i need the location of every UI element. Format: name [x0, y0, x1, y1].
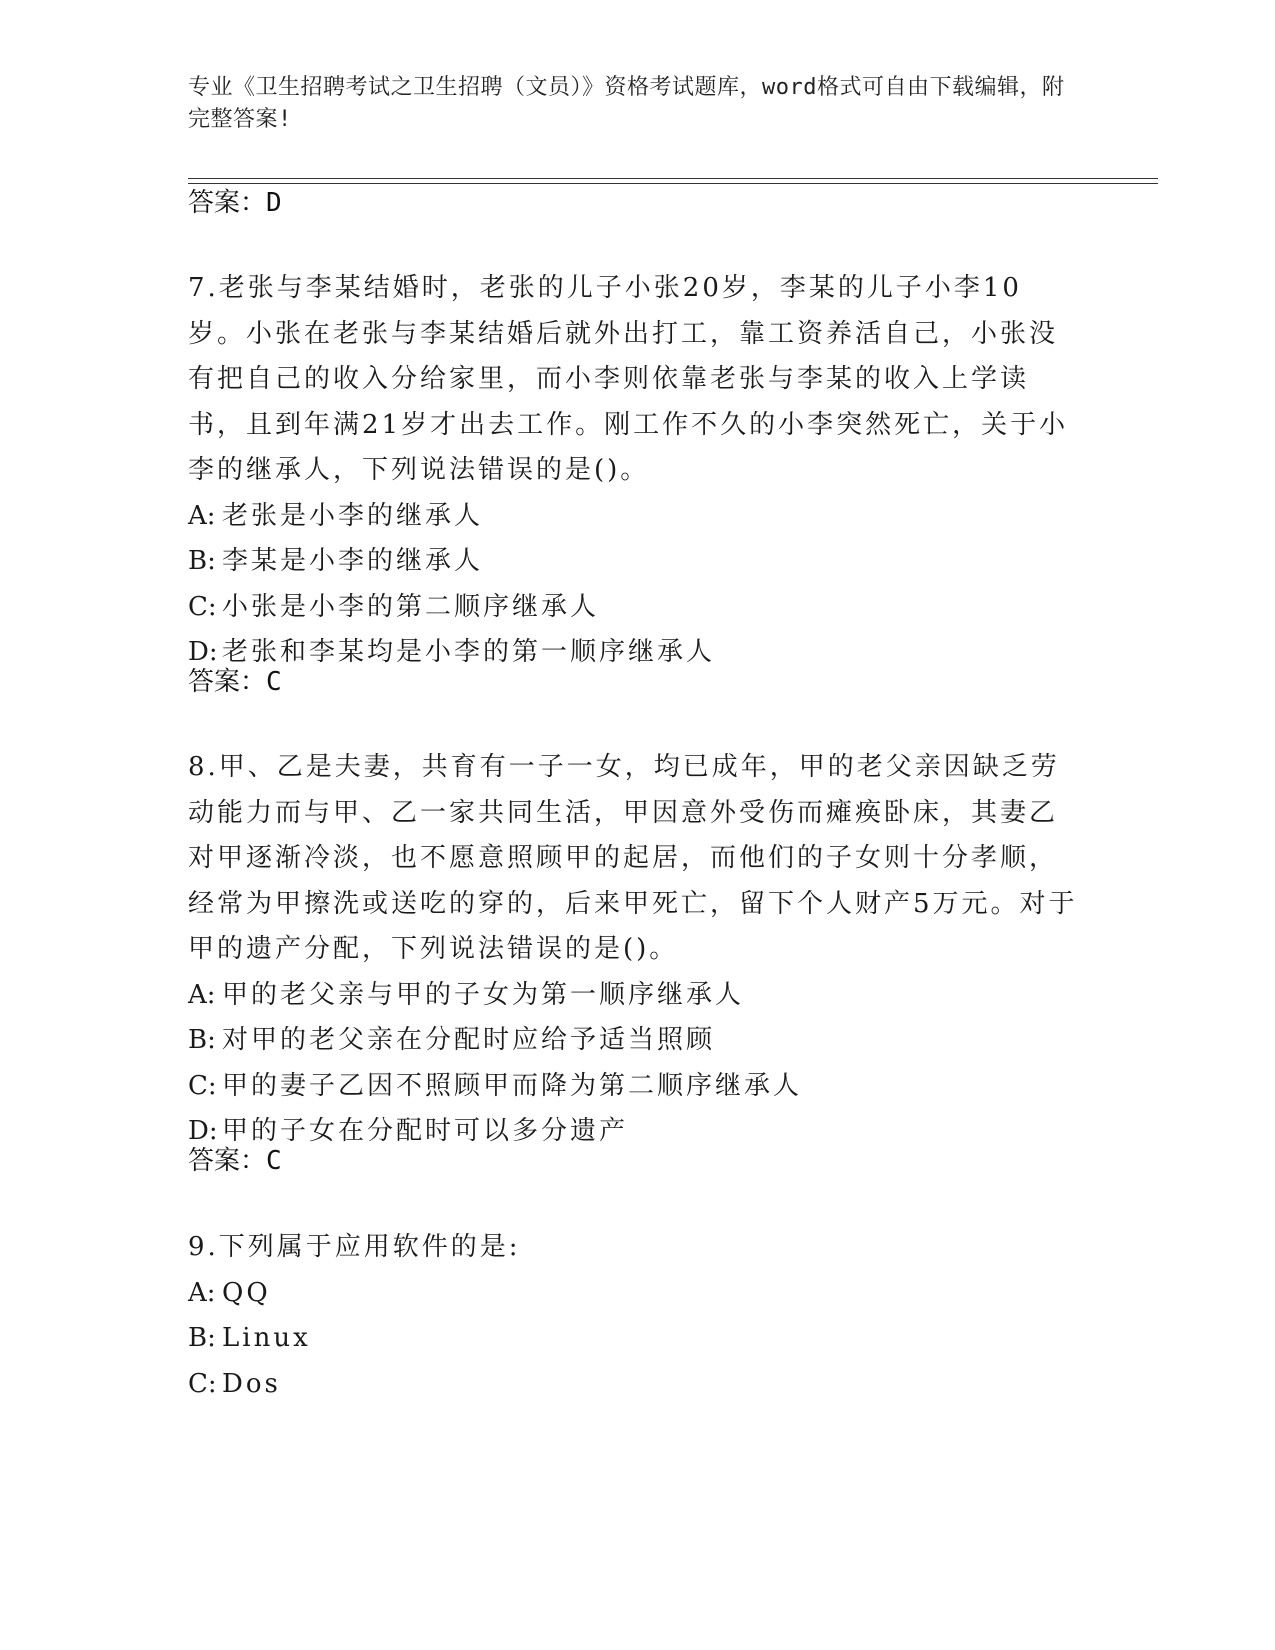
- option-text: 对甲的老父亲在分配时应给予适当照顾: [222, 1025, 716, 1055]
- option-key: B:: [188, 546, 216, 576]
- option-text: 甲的妻子乙因不照顾甲而降为第二顺序继承人: [222, 1070, 803, 1101]
- option-text: 小张是小李的第二顺序继承人: [222, 591, 600, 622]
- option-text: QQ: [222, 1277, 271, 1308]
- option-text: 老张和李某均是小李的第一顺序继承人: [222, 637, 716, 667]
- option-text: 甲的子女在分配时可以多分遗产: [222, 1116, 629, 1146]
- header-rule-bottom: [188, 183, 1158, 184]
- option-b: [188, 539, 1078, 585]
- option-key: C:: [188, 591, 217, 622]
- option-key: A:: [188, 1277, 216, 1308]
- option-text: 老张是小李的继承人: [222, 500, 484, 531]
- question-stem: 8.甲、乙是夫妻，共育有一子一女，均已成年，甲的老父亲因缺乏劳动能力而与甲、乙一家共同生活，甲因意外受伤而瘫痪卧床，其妻乙对甲逐渐冷淡，也不愿意照顾甲的起居，而他们的子女则十分孝顺，经常为甲擦洗或送吃的穿的，后来甲死亡，留下个人财产5万元。对于甲的遗产分配，下列说法错误的是()。: [188, 752, 1078, 964]
- option-text: 甲的老父亲与甲的子女为第一顺序继承人: [222, 979, 745, 1010]
- option-c: [188, 1064, 1078, 1110]
- option-key: C:: [188, 1070, 217, 1101]
- option-key: B:: [188, 1025, 216, 1055]
- document-header: 专业《卫生招聘考试之卫生招聘（文员）》资格考试题库，word格式可自由下载编辑，附完整答案!: [188, 75, 1065, 132]
- question-block: [188, 745, 1078, 1155]
- answer-line: 答案：C: [188, 1146, 282, 1176]
- answer-line: 答案：C: [188, 667, 282, 697]
- option-key: A:: [188, 500, 216, 531]
- option-key: D:: [188, 1116, 218, 1146]
- option-b: [188, 1018, 1078, 1064]
- question-block: [188, 266, 1078, 676]
- option-key: D:: [188, 637, 218, 667]
- question-block: [188, 1225, 1078, 1407]
- option-d: [188, 630, 1078, 676]
- option-key: C:: [188, 1368, 217, 1399]
- question-stem: 9.下列属于应用软件的是:: [188, 1232, 521, 1262]
- option-c: [188, 1362, 1078, 1408]
- option-key: B:: [188, 1323, 216, 1353]
- option-d: [188, 1109, 1078, 1155]
- option-a: [188, 1271, 1078, 1317]
- answer-line: 答案：D: [188, 188, 282, 218]
- question-stem: 7.老张与李某结婚时，老张的儿子小张20岁，李某的儿子小李10岁。小张在老张与李某结婚后就外出打工，靠工资养活自己，小张没有把自己的收入分给家里，而小李则依靠老张与李某的收入上学读书，且到年满21岁才出去工作。刚工作不久的小李突然死亡，关于小李的继承人，下列说法错误的是()。: [188, 273, 1069, 485]
- option-b: [188, 1316, 1078, 1362]
- option-c: [188, 585, 1078, 631]
- option-a: [188, 973, 1078, 1019]
- option-key: A:: [188, 979, 216, 1010]
- header-rule-top: [188, 178, 1158, 179]
- option-text: Dos: [222, 1368, 281, 1399]
- option-text: Linux: [222, 1323, 311, 1353]
- option-text: 李某是小李的继承人: [222, 546, 484, 576]
- option-a: [188, 494, 1078, 540]
